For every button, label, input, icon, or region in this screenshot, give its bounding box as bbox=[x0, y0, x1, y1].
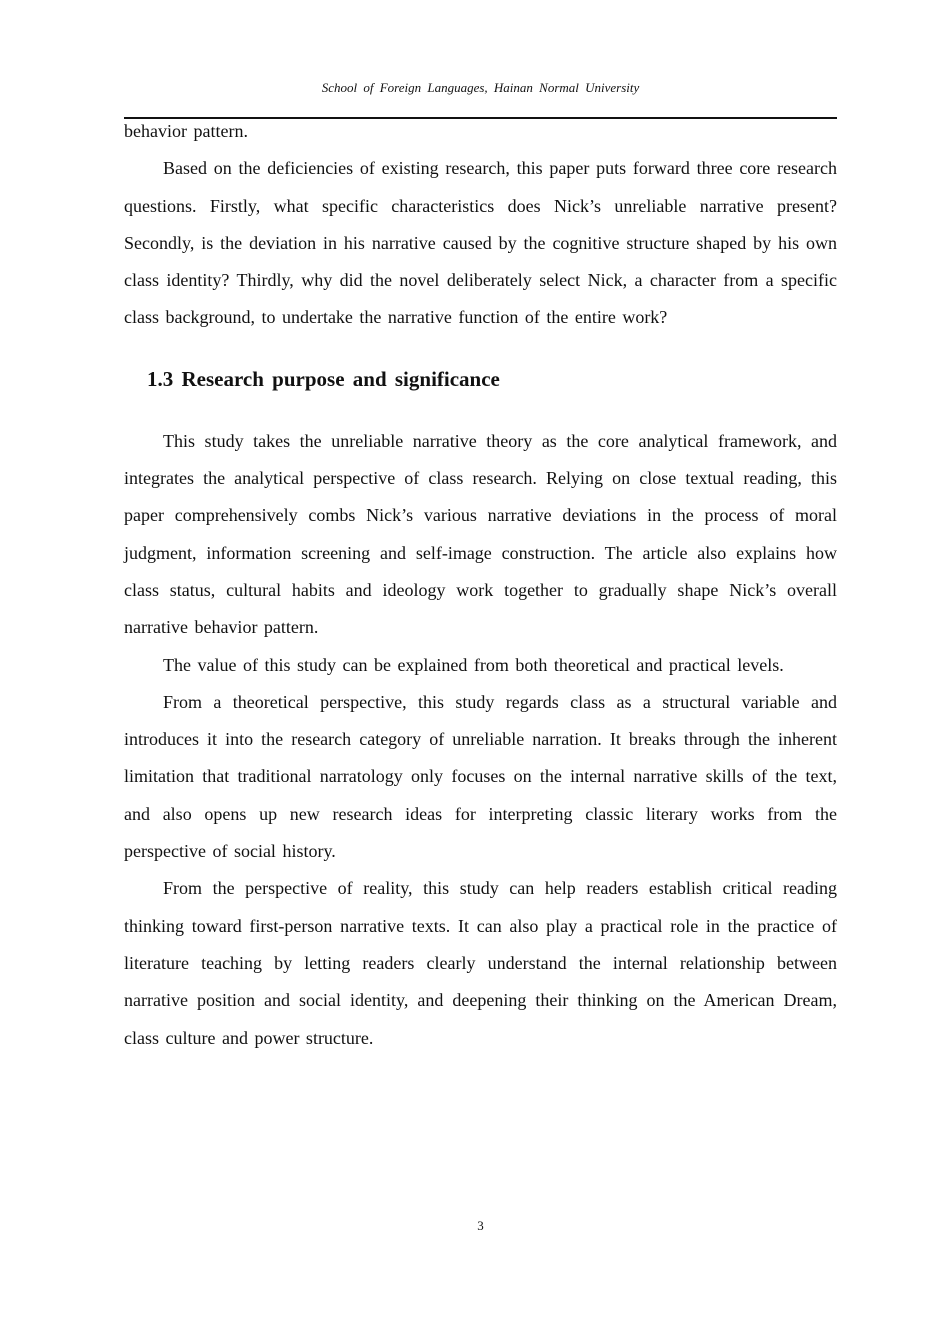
paragraph-research-questions: Based on the deficiencies of existing research, this paper puts forward three core research questions. Firstly, what specific characteristics does Nick’s unreliable narrative present? Secondly, is the deviation in his narrative caused by the cognitive structure shaped by his own class identity? Thirdly, why did the novel deliberately select Nick, a character from a specific class background, to undertake the narrative function of the entire work? bbox=[124, 158, 837, 328]
page-body bbox=[124, 113, 837, 1057]
paragraph-theoretical-perspective: From a theoretical perspective, this study regards class as a structural variable and introduces it into the research category of unreliable narration. It breaks through the inherent limitation that traditional narratology only focuses on the internal narrative skills of the text, and also opens up new research ideas for interpreting classic literary works from the perspective of social history. bbox=[124, 691, 837, 862]
paragraph-continuation: behavior pattern. bbox=[124, 121, 248, 141]
running-header: School of Foreign Languages, Hainan Normal University bbox=[321, 80, 640, 95]
paragraph-study-framework: This study takes the unreliable narrative theory as the core analytical framework, and integrates the analytical perspective of class research. Relying on close textual reading, this paper comprehensively combs Nick’s various narrative deviations in the process of moral judgment, information screening and self-image construction. The article also explains how class status, cultural habits and ideology work together to gradually shape Nick’s overall narrative behavior pattern. bbox=[124, 430, 837, 638]
paragraph-study-value: The value of this study can be explained from both theoretical and practical levels. bbox=[163, 654, 784, 675]
paragraph-practical-perspective: From the perspective of reality, this study can help readers establish critical reading thinking toward first-person narrative texts. It can also play a practical role in the practice of literature teaching by letting readers clearly understand the internal relationship between narrative position and social identity, and deepening their thinking on the American Dream, class culture and power structure. bbox=[124, 878, 837, 1048]
section-heading: 1.3 Research purpose and significance bbox=[147, 366, 500, 391]
page-number: 3 bbox=[477, 1218, 484, 1233]
